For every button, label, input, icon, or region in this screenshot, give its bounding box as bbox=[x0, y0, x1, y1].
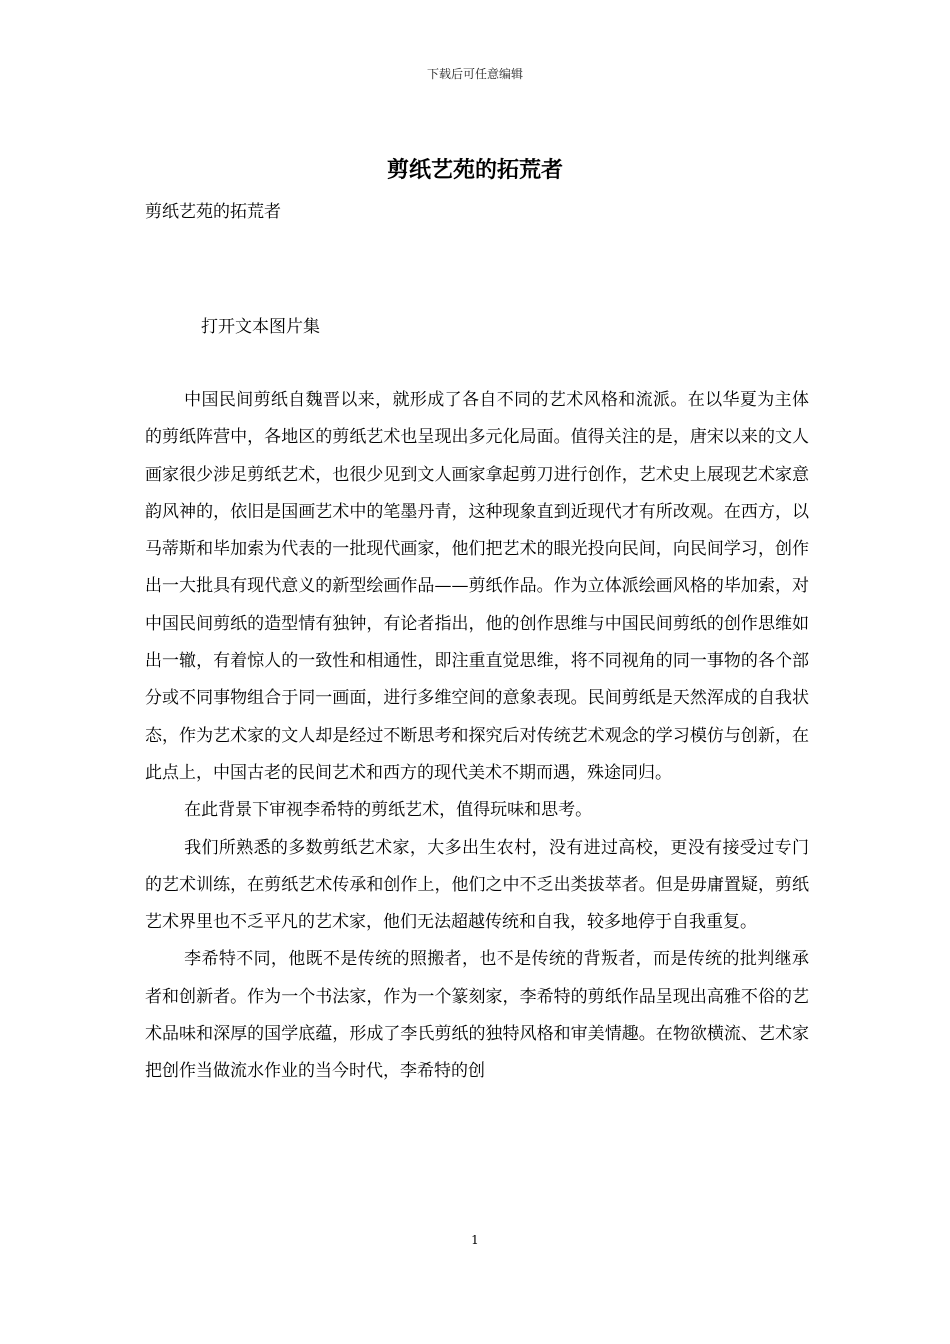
image-gallery-caption: 打开文本图片集 bbox=[201, 317, 320, 337]
article-body bbox=[145, 382, 809, 1091]
paragraph-3: 我们所熟悉的多数剪纸艺术家，大多出生农村，没有进过高校，更没有接受过专门的艺术训练，在剪纸艺术传承和创作上，他们之中不乏出类拔萃者。但是毋庸置疑，剪纸艺术界里也不乏平凡的艺术家，他们无法超越传统和自我，较多地停于自我重复。 bbox=[145, 837, 809, 933]
page-header-note: 下载后可任意编辑 bbox=[426, 67, 523, 81]
paragraph-2: 在此背景下审视李希特的剪纸艺术，值得玩味和思考。 bbox=[184, 800, 593, 821]
page-number: 1 bbox=[471, 1233, 479, 1247]
document-title: 剪纸艺苑的拓荒者 bbox=[386, 157, 563, 183]
document-subtitle: 剪纸艺苑的拓荒者 bbox=[145, 202, 281, 222]
paragraph-4: 李希特不同，他既不是传统的照搬者，也不是传统的背叛者，而是传统的批判继承者和创新者。作为一个书法家，作为一个篆刻家，李希特的剪纸作品呈现出高雅不俗的艺术品味和深厚的国学底蕴，形成了李氏剪纸的独特风格和审美情趣。在物欲横流、艺术家把创作当做流水作业的当今时代，李希特的创 bbox=[145, 949, 809, 1082]
paragraph-1: 中国民间剪纸自魏晋以来，就形成了各自不同的艺术风格和流派。在以华夏为主体的剪纸阵营中，各地区的剪纸艺术也呈现出多元化局面。值得关注的是，唐宋以来的文人画家很少涉足剪纸艺术，也很少见到文人画家拿起剪刀进行创作，艺术史上展现艺术家意韵风神的，依旧是国画艺术中的笔墨丹青，这种现象直到近现代才有所改观。在西方，以马蒂斯和毕加索为代表的一批现代画家，他们把艺术的眼光投向民间，向民间学习，创作出一大批具有现代意义的新型绘画作品——剪纸作品。作为立体派绘画风格的毕加索，对中国民间剪纸的造型情有独钟，有论者指出，他的创作思维与中国民间剪纸的创作思维如出一辙，有着惊人的一致性和相通性，即注重直觉思维，将不同视角的同一事物的各个部分或不同事物组合于同一画面，进行多维空间的意象表现。民间剪纸是天然浑成的自我状态，作为艺术家的文人却是经过不断思考和探究后对传统艺术观念的学习模仿与创新，在此点上，中国古老的民间艺术和西方的现代美术不期而遇，殊途同归。 bbox=[145, 390, 809, 783]
